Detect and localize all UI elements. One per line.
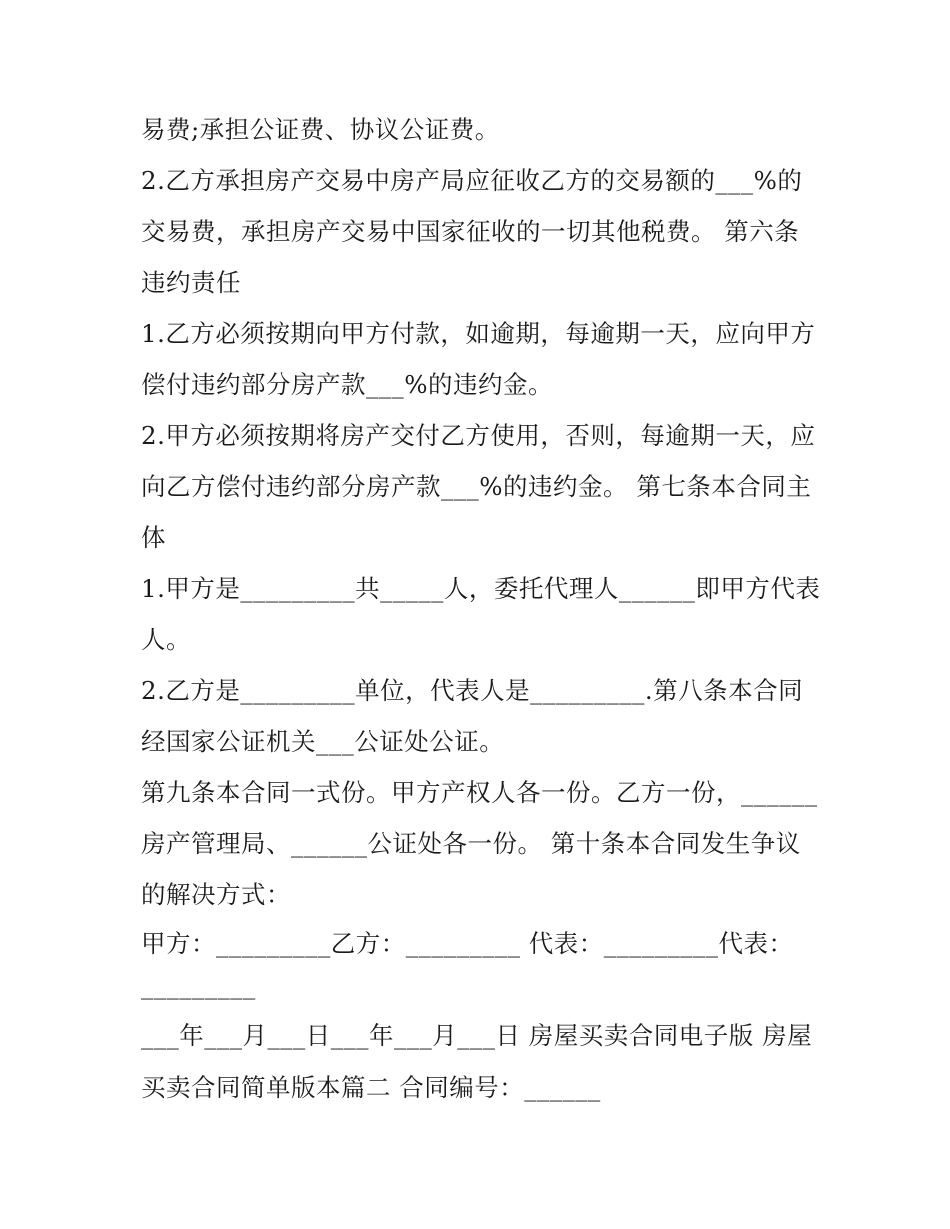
- text-line: 向乙方偿付违约部分房产款___%的违约金。 第七条本合同主: [141, 472, 812, 501]
- text-line: 体: [141, 523, 166, 552]
- text-line: 的解决方式：: [141, 880, 291, 909]
- text-line: 1.甲方是_________共_____人，委托代理人______即甲方代表: [141, 574, 821, 603]
- text-line: 第九条本合同一式份。甲方产权人各一份。乙方一份，______: [141, 778, 818, 807]
- text-line: ___年___月___日___年___月___日 房屋买卖合同电子版 房屋: [141, 1021, 813, 1050]
- text-line: 2.乙方承担房产交易中房产局应征收乙方的交易额的___%的: [141, 166, 803, 195]
- text-line: 偿付违约部分房产款___%的违约金。: [141, 370, 554, 399]
- text-line: 2.甲方必须按期将房产交付乙方使用，否则，每逾期一天，应: [141, 421, 816, 450]
- text-line: 人。: [141, 625, 191, 654]
- text-line: 买卖合同简单版本篇二 合同编号：______: [141, 1073, 601, 1102]
- text-line: 违约责任: [141, 268, 241, 297]
- text-line: 经国家公证机关___公证处公证。: [141, 727, 505, 756]
- text-line: 甲方：_________乙方：_________ 代表：_________代表：: [141, 929, 794, 958]
- text-line: 房产管理局、______公证处各一份。 第十条本合同发生争议: [141, 829, 801, 858]
- text-line: 易费;承担公证费、协议公证费。: [141, 115, 500, 144]
- text-line: 交易费，承担房产交易中国家征收的一切其他税费。 第六条: [141, 217, 800, 246]
- text-line: 2.乙方是_________单位，代表人是_________.第八条本合同: [141, 676, 804, 705]
- text-line: 1.乙方必须按期向甲方付款，如逾期，每逾期一天，应向甲方: [141, 319, 816, 348]
- text-line: _________: [141, 971, 256, 1000]
